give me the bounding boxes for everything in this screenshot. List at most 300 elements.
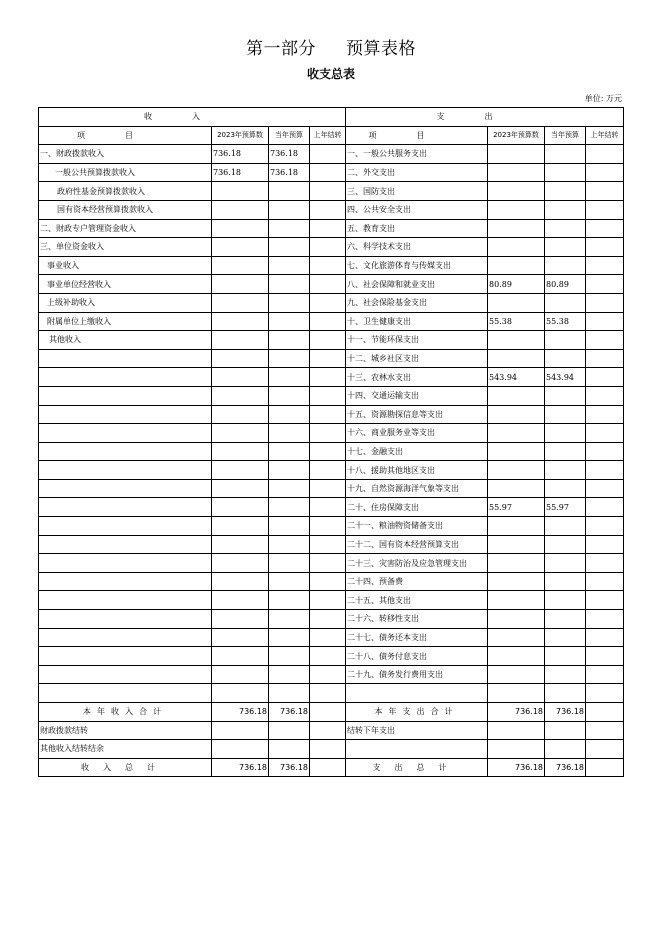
income-item: 附属单位上缴收入 bbox=[39, 312, 212, 331]
expense-current-value bbox=[545, 182, 586, 201]
income-current-value bbox=[269, 610, 310, 629]
year-expense-total-carry bbox=[586, 703, 624, 722]
table-row bbox=[39, 200, 624, 219]
income-item: 其他收入 bbox=[39, 331, 212, 350]
income-2023-value bbox=[212, 684, 269, 703]
table-row bbox=[39, 461, 624, 480]
table-row bbox=[39, 368, 624, 387]
expense-carry-value bbox=[586, 517, 624, 536]
expense-current-header: 当年预算 bbox=[545, 126, 586, 145]
income-2023-value bbox=[212, 647, 269, 666]
income-2023-value bbox=[212, 256, 269, 275]
expense-2023-value bbox=[488, 349, 545, 368]
income-item bbox=[39, 610, 212, 629]
income-item: 事业收入 bbox=[39, 256, 212, 275]
expense-2023-value bbox=[488, 442, 545, 461]
income-current-value bbox=[269, 665, 310, 684]
expense-carry-value bbox=[586, 665, 624, 684]
income-2023-value bbox=[212, 182, 269, 201]
income-carry-value bbox=[310, 200, 346, 219]
income-current-value bbox=[269, 275, 310, 294]
expense-item: 二十五、其他支出 bbox=[346, 591, 488, 610]
grand-total-row bbox=[39, 758, 624, 777]
income-item bbox=[39, 684, 212, 703]
income-current-value bbox=[269, 479, 310, 498]
income-current-value bbox=[269, 368, 310, 387]
income-2023-value bbox=[212, 628, 269, 647]
expense-item: 二十、住房保障支出 bbox=[346, 498, 488, 517]
income-2023-value bbox=[212, 665, 269, 684]
income-2023-value bbox=[212, 312, 269, 331]
income-carry-value bbox=[310, 182, 346, 201]
other-carry-label: 其他收入结转结余 bbox=[39, 740, 212, 759]
income-item bbox=[39, 479, 212, 498]
income-current-value bbox=[269, 572, 310, 591]
title-part: 第一部分 bbox=[246, 39, 316, 59]
table-row bbox=[39, 331, 624, 350]
expense-item: 三、国防支出 bbox=[346, 182, 488, 201]
income-item bbox=[39, 442, 212, 461]
expense-current-value bbox=[545, 238, 586, 257]
income-carry-value bbox=[310, 275, 346, 294]
income-carry-value bbox=[310, 293, 346, 312]
expense-carry-value bbox=[586, 386, 624, 405]
table-row bbox=[39, 145, 624, 164]
expense-item: 八、社会保障和就业支出 bbox=[346, 275, 488, 294]
table-row bbox=[39, 498, 624, 517]
year-income-total-2023: 736.18 bbox=[212, 703, 269, 722]
table-row bbox=[39, 163, 624, 182]
income-current-value bbox=[269, 331, 310, 350]
income-2023-value: 736.18 bbox=[212, 163, 269, 182]
expense-current-value: 543.94 bbox=[545, 368, 586, 387]
income-2023-header: 2023年预算数 bbox=[212, 126, 269, 145]
income-item bbox=[39, 405, 212, 424]
table-row bbox=[39, 293, 624, 312]
income-carry-value bbox=[310, 610, 346, 629]
expense-2023-value: 543.94 bbox=[488, 368, 545, 387]
expense-header: 支出 bbox=[346, 108, 624, 127]
table-row bbox=[39, 479, 624, 498]
expense-current-value bbox=[545, 517, 586, 536]
expense-carry-value bbox=[586, 349, 624, 368]
income-current-value: 736.18 bbox=[269, 145, 310, 164]
income-item: 二、财政专户管理资金收入 bbox=[39, 219, 212, 238]
expense-item: 十六、商业服务业等支出 bbox=[346, 424, 488, 443]
income-carry-value bbox=[310, 535, 346, 554]
income-current-value: 736.18 bbox=[269, 163, 310, 182]
expense-current-value bbox=[545, 647, 586, 666]
income-carry-value bbox=[310, 368, 346, 387]
expense-current-value bbox=[545, 461, 586, 480]
expense-carry-value bbox=[586, 461, 624, 480]
expense-2023-value: 55.38 bbox=[488, 312, 545, 331]
year-expense-total-2023: 736.18 bbox=[488, 703, 545, 722]
expense-carry-value bbox=[586, 591, 624, 610]
income-grand-total-label: 收入总计 bbox=[39, 758, 212, 777]
income-carry-value bbox=[310, 331, 346, 350]
expense-current-value bbox=[545, 293, 586, 312]
expense-current-value bbox=[545, 535, 586, 554]
expense-carry-value bbox=[586, 256, 624, 275]
income-carry-value bbox=[310, 647, 346, 666]
income-item bbox=[39, 535, 212, 554]
expense-current-value bbox=[545, 572, 586, 591]
expense-item: 五、教育支出 bbox=[346, 219, 488, 238]
income-item bbox=[39, 368, 212, 387]
expense-carry-value bbox=[586, 275, 624, 294]
table-row bbox=[39, 665, 624, 684]
income-carry-value bbox=[310, 405, 346, 424]
income-current-value bbox=[269, 442, 310, 461]
income-2023-value bbox=[212, 591, 269, 610]
expense-current-value bbox=[545, 219, 586, 238]
table-row bbox=[39, 517, 624, 536]
year-income-total-carry bbox=[310, 703, 346, 722]
fiscal-carry-row bbox=[39, 721, 624, 740]
expense-carry-value bbox=[586, 219, 624, 238]
income-carry-value bbox=[310, 684, 346, 703]
expense-carry-header: 上年结转 bbox=[586, 126, 624, 145]
income-item: 一般公共预算拨款收入 bbox=[39, 163, 212, 182]
income-item bbox=[39, 647, 212, 666]
table-row bbox=[39, 535, 624, 554]
expense-item: 二、外交支出 bbox=[346, 163, 488, 182]
income-2023-value bbox=[212, 349, 269, 368]
expense-2023-value bbox=[488, 163, 545, 182]
year-income-total-label: 本年收入合计 bbox=[39, 703, 212, 722]
expense-2023-value bbox=[488, 238, 545, 257]
expense-item: 二十四、预备费 bbox=[346, 572, 488, 591]
expense-2023-value bbox=[488, 405, 545, 424]
income-item bbox=[39, 591, 212, 610]
table-row bbox=[39, 349, 624, 368]
budget-summary-table bbox=[38, 107, 624, 777]
income-2023-value bbox=[212, 368, 269, 387]
income-current-value bbox=[269, 349, 310, 368]
expense-2023-value bbox=[488, 554, 545, 573]
expense-2023-value bbox=[488, 610, 545, 629]
expense-carry-value bbox=[586, 479, 624, 498]
expense-carry-value bbox=[586, 145, 624, 164]
expense-carry-value bbox=[586, 238, 624, 257]
year-expense-total-label: 本年支出合计 bbox=[346, 703, 488, 722]
income-current-value bbox=[269, 424, 310, 443]
income-2023-value bbox=[212, 331, 269, 350]
expense-item: 十七、金融支出 bbox=[346, 442, 488, 461]
carry-next-label: 结转下年支出 bbox=[346, 721, 488, 740]
expense-current-value bbox=[545, 442, 586, 461]
expense-item: 十八、援助其他地区支出 bbox=[346, 461, 488, 480]
expense-current-value bbox=[545, 386, 586, 405]
expense-item: 十九、自然资源海洋气象等支出 bbox=[346, 479, 488, 498]
expense-2023-value: 55.97 bbox=[488, 498, 545, 517]
table-row bbox=[39, 442, 624, 461]
income-current-value bbox=[269, 293, 310, 312]
expense-2023-value bbox=[488, 628, 545, 647]
expense-item: 九、社会保险基金支出 bbox=[346, 293, 488, 312]
expense-current-value bbox=[545, 256, 586, 275]
income-item bbox=[39, 554, 212, 573]
expense-2023-value bbox=[488, 331, 545, 350]
table-row bbox=[39, 275, 624, 294]
income-item: 一、财政拨款收入 bbox=[39, 145, 212, 164]
page-title bbox=[0, 34, 662, 59]
income-2023-value bbox=[212, 572, 269, 591]
expense-2023-value bbox=[488, 424, 545, 443]
expense-item: 二十七、债务还本支出 bbox=[346, 628, 488, 647]
income-carry-value bbox=[310, 256, 346, 275]
income-item: 国有资本经营预算拨款收入 bbox=[39, 200, 212, 219]
income-current-value bbox=[269, 591, 310, 610]
income-header: 收入 bbox=[39, 108, 346, 127]
income-current-value bbox=[269, 554, 310, 573]
expense-item: 十四、交通运输支出 bbox=[346, 386, 488, 405]
expense-carry-value bbox=[586, 405, 624, 424]
table-row bbox=[39, 238, 624, 257]
expense-current-value: 80.89 bbox=[545, 275, 586, 294]
income-grand-total-current: 736.18 bbox=[269, 758, 310, 777]
income-carry-value bbox=[310, 219, 346, 238]
expense-current-value bbox=[545, 145, 586, 164]
year-expense-total-current: 736.18 bbox=[545, 703, 586, 722]
expense-current-value bbox=[545, 479, 586, 498]
income-carry-value bbox=[310, 145, 346, 164]
income-carry-value bbox=[310, 461, 346, 480]
table-row bbox=[39, 610, 624, 629]
income-item bbox=[39, 461, 212, 480]
expense-2023-value bbox=[488, 182, 545, 201]
income-current-value bbox=[269, 517, 310, 536]
expense-2023-value bbox=[488, 200, 545, 219]
income-2023-value bbox=[212, 517, 269, 536]
income-2023-value bbox=[212, 535, 269, 554]
expense-item: 十五、资源勘探信息等支出 bbox=[346, 405, 488, 424]
expense-item: 十三、农林水支出 bbox=[346, 368, 488, 387]
expense-2023-value bbox=[488, 665, 545, 684]
expense-current-value bbox=[545, 424, 586, 443]
expense-grand-total-2023: 736.18 bbox=[488, 758, 545, 777]
income-2023-value bbox=[212, 238, 269, 257]
income-current-value bbox=[269, 182, 310, 201]
expense-current-value bbox=[545, 200, 586, 219]
table-row bbox=[39, 628, 624, 647]
expense-carry-value bbox=[586, 498, 624, 517]
expense-item: 七、文化旅游体育与传媒支出 bbox=[346, 256, 488, 275]
expense-item: 二十六、转移性支出 bbox=[346, 610, 488, 629]
unit-label: 单位: 万元 bbox=[584, 94, 622, 103]
expense-current-value bbox=[545, 628, 586, 647]
expense-current-value: 55.38 bbox=[545, 312, 586, 331]
income-2023-value bbox=[212, 498, 269, 517]
income-carry-value bbox=[310, 312, 346, 331]
expense-item: 十、卫生健康支出 bbox=[346, 312, 488, 331]
table-row bbox=[39, 386, 624, 405]
table-row bbox=[39, 684, 624, 703]
expense-item: 二十二、国有资本经营预算支出 bbox=[346, 535, 488, 554]
income-carry-value bbox=[310, 498, 346, 517]
table-row bbox=[39, 572, 624, 591]
income-current-header: 当年预算 bbox=[269, 126, 310, 145]
expense-current-value bbox=[545, 684, 586, 703]
expense-item: 十一、节能环保支出 bbox=[346, 331, 488, 350]
income-item bbox=[39, 572, 212, 591]
income-2023-value bbox=[212, 405, 269, 424]
income-2023-value bbox=[212, 293, 269, 312]
expense-current-value bbox=[545, 349, 586, 368]
income-carry-header: 上年结转 bbox=[310, 126, 346, 145]
income-carry-value bbox=[310, 665, 346, 684]
expense-carry-value bbox=[586, 293, 624, 312]
expense-2023-value bbox=[488, 479, 545, 498]
expense-carry-value bbox=[586, 647, 624, 666]
income-item: 事业单位经营收入 bbox=[39, 275, 212, 294]
expense-carry-value bbox=[586, 182, 624, 201]
income-2023-value bbox=[212, 386, 269, 405]
income-carry-value bbox=[310, 572, 346, 591]
expense-2023-value: 80.89 bbox=[488, 275, 545, 294]
income-carry-value bbox=[310, 424, 346, 443]
income-item bbox=[39, 498, 212, 517]
income-current-value bbox=[269, 498, 310, 517]
income-carry-value bbox=[310, 386, 346, 405]
table-row bbox=[39, 554, 624, 573]
expense-2023-value bbox=[488, 572, 545, 591]
income-item: 政府性基金预算拨款收入 bbox=[39, 182, 212, 201]
income-2023-value bbox=[212, 461, 269, 480]
income-item: 三、单位资金收入 bbox=[39, 238, 212, 257]
income-current-value bbox=[269, 405, 310, 424]
income-2023-value bbox=[212, 275, 269, 294]
expense-2023-value bbox=[488, 145, 545, 164]
table-row bbox=[39, 219, 624, 238]
expense-grand-total-carry bbox=[586, 758, 624, 777]
table-row bbox=[39, 405, 624, 424]
expense-2023-value bbox=[488, 647, 545, 666]
year-total-row bbox=[39, 703, 624, 722]
income-carry-value bbox=[310, 628, 346, 647]
income-grand-total-carry bbox=[310, 758, 346, 777]
expense-2023-value bbox=[488, 256, 545, 275]
expense-item: 二十三、灾害防治及应急管理支出 bbox=[346, 554, 488, 573]
income-current-value bbox=[269, 312, 310, 331]
expense-carry-value bbox=[586, 163, 624, 182]
income-carry-value bbox=[310, 479, 346, 498]
income-current-value bbox=[269, 238, 310, 257]
table-row bbox=[39, 647, 624, 666]
income-current-value bbox=[269, 647, 310, 666]
table-row bbox=[39, 424, 624, 443]
title-name: 预算表格 bbox=[346, 39, 416, 59]
income-item bbox=[39, 386, 212, 405]
expense-carry-value bbox=[586, 535, 624, 554]
expense-current-value bbox=[545, 331, 586, 350]
income-2023-value bbox=[212, 424, 269, 443]
expense-2023-value bbox=[488, 535, 545, 554]
expense-2023-value bbox=[488, 461, 545, 480]
expense-item: 二十一、粮油物资储备支出 bbox=[346, 517, 488, 536]
income-item: 上级补助收入 bbox=[39, 293, 212, 312]
expense-carry-value bbox=[586, 424, 624, 443]
income-2023-value: 736.18 bbox=[212, 145, 269, 164]
expense-carry-value bbox=[586, 331, 624, 350]
income-item bbox=[39, 349, 212, 368]
income-current-value bbox=[269, 628, 310, 647]
expense-carry-value bbox=[586, 628, 624, 647]
table-row bbox=[39, 182, 624, 201]
expense-carry-value bbox=[586, 554, 624, 573]
expense-item: 十二、城乡社区支出 bbox=[346, 349, 488, 368]
table-title: 收支总表 bbox=[306, 67, 355, 81]
expense-2023-value bbox=[488, 293, 545, 312]
income-current-value bbox=[269, 684, 310, 703]
expense-carry-value bbox=[586, 610, 624, 629]
income-item bbox=[39, 628, 212, 647]
income-current-value bbox=[269, 461, 310, 480]
expense-2023-value bbox=[488, 219, 545, 238]
income-2023-value bbox=[212, 442, 269, 461]
expense-current-value bbox=[545, 163, 586, 182]
fiscal-carry-label: 财政拨款结转 bbox=[39, 721, 212, 740]
expense-carry-value bbox=[586, 442, 624, 461]
income-current-value bbox=[269, 200, 310, 219]
expense-item: 四、公共安全支出 bbox=[346, 200, 488, 219]
expense-carry-value bbox=[586, 368, 624, 387]
expense-current-value bbox=[545, 405, 586, 424]
income-carry-value bbox=[310, 591, 346, 610]
expense-carry-value bbox=[586, 572, 624, 591]
expense-2023-header: 2023年预算数 bbox=[488, 126, 545, 145]
income-carry-value bbox=[310, 238, 346, 257]
header-row-group bbox=[39, 108, 624, 127]
income-current-value bbox=[269, 535, 310, 554]
expense-current-value bbox=[545, 554, 586, 573]
income-carry-value bbox=[310, 554, 346, 573]
expense-carry-value bbox=[586, 200, 624, 219]
expense-grand-total-current: 736.18 bbox=[545, 758, 586, 777]
income-current-value bbox=[269, 256, 310, 275]
expense-2023-value bbox=[488, 517, 545, 536]
income-current-value bbox=[269, 219, 310, 238]
income-2023-value bbox=[212, 554, 269, 573]
income-carry-value bbox=[310, 349, 346, 368]
expense-item bbox=[346, 684, 488, 703]
expense-2023-value bbox=[488, 684, 545, 703]
income-item-header: 项目 bbox=[39, 126, 212, 145]
expense-item: 六、科学技术支出 bbox=[346, 238, 488, 257]
income-current-value bbox=[269, 386, 310, 405]
expense-2023-value bbox=[488, 591, 545, 610]
expense-current-value bbox=[545, 665, 586, 684]
year-income-total-current: 736.18 bbox=[269, 703, 310, 722]
income-2023-value bbox=[212, 200, 269, 219]
table-row bbox=[39, 256, 624, 275]
income-item bbox=[39, 665, 212, 684]
income-carry-value bbox=[310, 163, 346, 182]
income-grand-total-2023: 736.18 bbox=[212, 758, 269, 777]
income-carry-value bbox=[310, 517, 346, 536]
expense-current-value bbox=[545, 591, 586, 610]
income-2023-value bbox=[212, 219, 269, 238]
table-row bbox=[39, 312, 624, 331]
expense-current-value bbox=[545, 610, 586, 629]
expense-2023-value bbox=[488, 386, 545, 405]
other-carry-row bbox=[39, 740, 624, 759]
income-2023-value bbox=[212, 479, 269, 498]
expense-item: 二十九、债务发行费用支出 bbox=[346, 665, 488, 684]
table-row bbox=[39, 591, 624, 610]
expense-current-value: 55.97 bbox=[545, 498, 586, 517]
